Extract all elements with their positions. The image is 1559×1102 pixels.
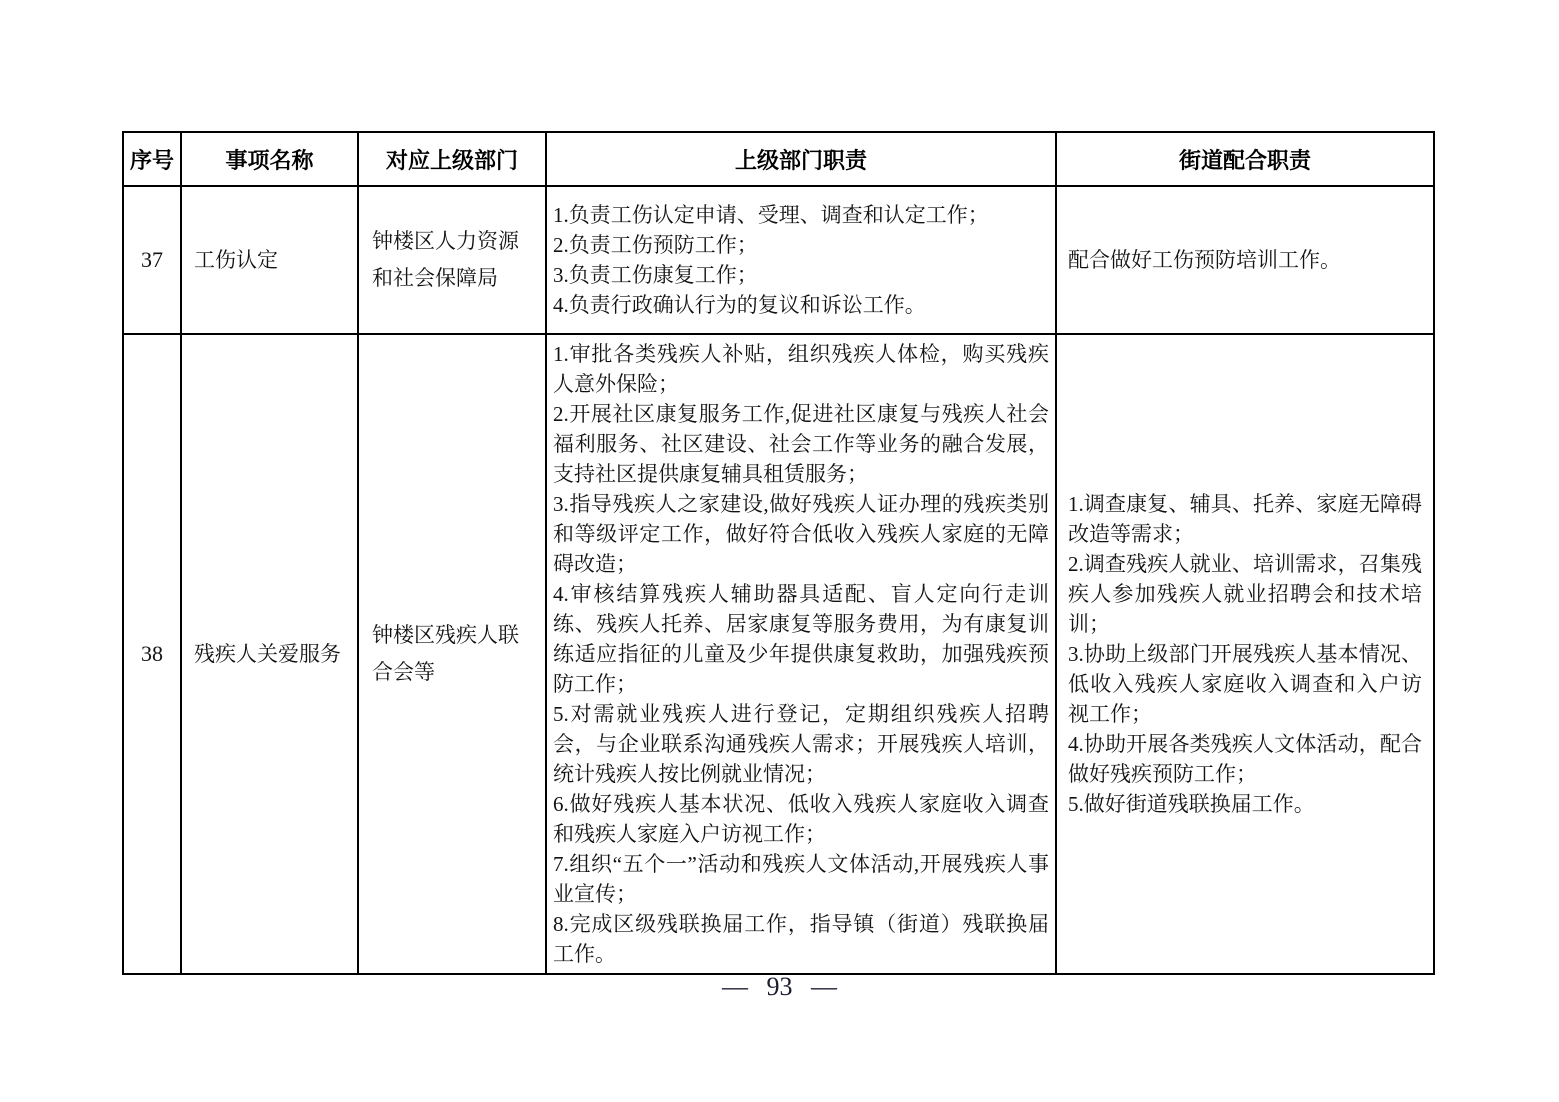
duty-line: 3.指导残疾人之家建设,做好残疾人证办理的残疾类别和等级评定工作，做好符合低收入残疾人家庭的无障碍改造； <box>553 492 1049 576</box>
row-serial: 38 <box>123 334 181 974</box>
duty-line: 4.审核结算残疾人辅助器具适配、盲人定向行走训练、残疾人托养、居家康复等服务费用，为有康复训练适应指征的儿童及少年提供康复救助，加强残疾预防工作； <box>553 582 1049 696</box>
page-number: — 93 — <box>722 972 837 1001</box>
col-header-item-name: 事项名称 <box>181 132 358 186</box>
duty-line: 5.做好街道残联换届工作。 <box>1068 792 1315 816</box>
superior-duties-cell <box>546 334 1056 974</box>
duty-line: 1.负责工伤认定申请、受理、调查和认定工作； <box>553 203 989 227</box>
duty-line: 4.协助开展各类残疾人文体活动，配合做好残疾预防工作； <box>1068 732 1422 786</box>
duty-line: 5.对需就业残疾人进行登记，定期组织残疾人招聘会，与企业联系沟通残疾人需求；开展残疾人培训，统计残疾人按比例就业情况； <box>553 702 1049 786</box>
col-header-superior-department: 对应上级部门 <box>358 132 546 186</box>
duty-line: 3.协助上级部门开展残疾人基本情况、低收入残疾人家庭收入调查和入户访视工作； <box>1068 642 1422 726</box>
superior-department-cell: 钟楼区残疾人联合会等 <box>358 334 546 974</box>
item-name-cell: 残疾人关爱服务 <box>181 334 358 974</box>
duty-line: 1.调查康复、辅具、托养、家庭无障碍改造等需求； <box>1068 492 1422 546</box>
duty-line: 2.开展社区康复服务工作,促进社区康复与残疾人社会福利服务、社区建设、社会工作等业务的融合发展，支持社区提供康复辅具租赁服务； <box>553 402 1049 486</box>
duty-line: 3.负责工伤康复工作； <box>553 263 758 287</box>
table-header-row <box>123 132 1434 186</box>
duty-line: 7.组织“五个一”活动和残疾人文体活动,开展残疾人事业宣传； <box>553 852 1049 906</box>
row-serial: 37 <box>123 186 181 334</box>
street-duties-cell <box>1056 186 1434 334</box>
table-row <box>123 186 1434 334</box>
duty-line: 6.做好残疾人基本状况、低收入残疾人家庭收入调查和残疾人家庭入户访视工作； <box>553 792 1049 846</box>
duty-line: 4.负责行政确认行为的复议和诉讼工作。 <box>553 293 926 317</box>
duty-line: 配合做好工伤预防培训工作。 <box>1068 248 1341 272</box>
col-header-serial: 序号 <box>123 132 181 186</box>
table-row <box>123 334 1434 974</box>
duty-line: 2.负责工伤预防工作； <box>553 233 758 257</box>
duty-line: 8.完成区级残联换届工作，指导镇（街道）残联换届工作。 <box>553 912 1049 966</box>
item-name-cell: 工伤认定 <box>181 186 358 334</box>
col-header-superior-duties: 上级部门职责 <box>546 132 1056 186</box>
superior-department-cell: 钟楼区人力资源和社会保障局 <box>358 186 546 334</box>
duty-line: 2.调查残疾人就业、培训需求，召集残疾人参加残疾人就业招聘会和技术培训； <box>1068 552 1422 636</box>
col-header-street-duties: 街道配合职责 <box>1056 132 1434 186</box>
superior-duties-cell <box>546 186 1056 334</box>
duty-line: 1.审批各类残疾人补贴，组织残疾人体检，购买残疾人意外保险； <box>553 342 1049 396</box>
responsibility-table <box>122 131 1435 975</box>
street-duties-cell <box>1056 334 1434 974</box>
